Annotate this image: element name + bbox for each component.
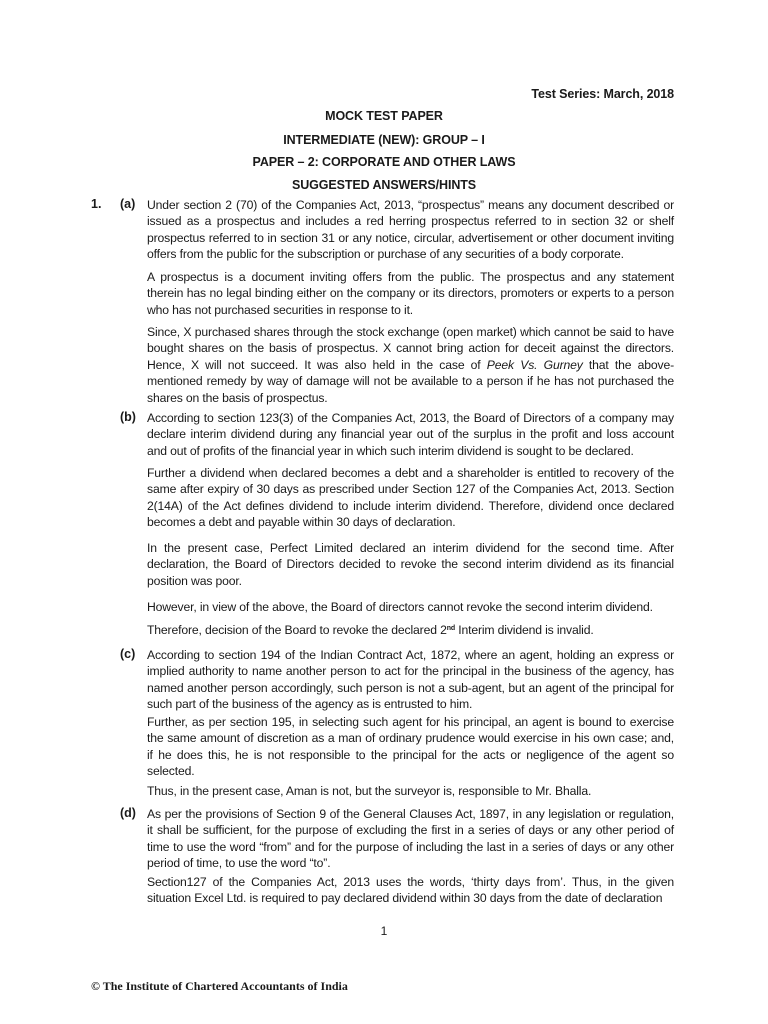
- paragraph-b-3: In the present case, Perfect Limited declared an interim dividend for the second time. After declaration, the Board of Directors decided to revoke the second interim dividend as its financial position was poor.: [147, 541, 674, 588]
- paper-subject: PAPER – 2: CORPORATE AND OTHER LAWS: [252, 155, 516, 169]
- paragraph-b-5: [147, 622, 674, 638]
- paragraph-d-2: Section127 of the Companies Act, 2013 uses the words, ‘thirty days from’. Thus, in the given situation Excel Ltd. is required to pay declared dividend within 30 days from the date of declaration: [147, 875, 674, 906]
- paper-level: INTERMEDIATE (NEW): GROUP – I: [283, 133, 485, 147]
- part-label-d: (d): [120, 806, 136, 820]
- paragraph-c-2: Further, as per section 195, in selecting such agent for his principal, an agent is bound to exercise the same amount of discretion as a man of ordinary prudence would exercise in his own case; and, if he does this, he is not responsible to the principal for the acts or negligence of the agent so selected.: [147, 715, 674, 779]
- paper-title: MOCK TEST PAPER: [325, 109, 443, 123]
- paragraph-a-3: [147, 324, 674, 406]
- part-label-c: (c): [120, 647, 136, 661]
- paragraph-b-2: Further a dividend when declared becomes a debt and a shareholder is entitled to recovery of the same after expiry of 30 days as prescribed under Section 127 of the Companies Act, 2013. Section 2(14A) of the Act defines dividend to include interim dividend. Therefore, dividend once declared becomes a debt and payable within 30 days of declaration.: [147, 466, 674, 530]
- paragraph-d-1: As per the provisions of Section 9 of the General Clauses Act, 1897, in any legislation or regulation, it shall be sufficient, for the purpose of excluding the first in a series of days or any other period of time to use the word “from” and for the purpose of including the last in a series of days or any other period of time, to use the word “to”.: [147, 807, 674, 871]
- paragraph-c-3: Thus, in the present case, Aman is not, but the surveyor is, responsible to Mr. Bhalla.: [147, 784, 592, 798]
- test-series-label: Test Series: March, 2018: [531, 87, 674, 101]
- paragraph-b-4: However, in view of the above, the Board of directors cannot revoke the second interim dividend.: [147, 600, 653, 614]
- paragraph-b-5-text: Therefore, decision of the Board to revoke the declared 2: [147, 623, 447, 637]
- paragraph-b-1: According to section 123(3) of the Companies Act, 2013, the Board of Directors of a company may declare interim dividend during any financial year out of the surplus in the profit and loss account and out of profits of the financial year in which such interim dividend is sought to be declared.: [147, 411, 674, 458]
- paragraph-a-3-text-end: that the above-mentioned remedy by way of damage will not be available to a person if he has not purchased the shares on the basis of prospectus.: [147, 357, 674, 405]
- part-label-a: (a): [120, 197, 136, 211]
- paragraph-c-1: According to section 194 of the Indian Contract Act, 1872, where an agent, holding an express or implied authority to name another person to act for the principal in the business of the agency, has named another person accordingly, such person is not a sub-agent, but an agent of the principal for such part of the business of the agency as is entrusted to him.: [147, 648, 674, 712]
- page-number: 1: [380, 924, 388, 938]
- paragraph-b-5-text-end: Interim dividend is invalid.: [454, 623, 594, 637]
- ordinal-suffix: nd: [446, 625, 455, 632]
- case-name: Peek Vs. Gurney: [486, 357, 583, 372]
- question-number: 1.: [91, 197, 102, 211]
- paragraph-a-2: A prospectus is a document inviting offers from the public. The prospectus and any statement therein has no legal binding either on the company or its directors, promoters or experts to a person who has not purchased securities in response to it.: [147, 270, 674, 317]
- paragraph-a-1: Under section 2 (70) of the Companies Act, 2013, “prospectus” means any document described or issued as a prospectus and includes a red herring prospectus referred to in section 32 or shelf prospectus referred to in section 31 or any notice, circular, advertisement or other document inviting offers from the public for the subscription or purchase of any securities of a body corporate.: [147, 198, 674, 262]
- paper-subtitle: SUGGESTED ANSWERS/HINTS: [291, 178, 477, 192]
- part-label-b: (b): [120, 410, 136, 424]
- paragraph-a-3-text: Since, X purchased shares through the stock exchange (open market) which cannot be said to have bought shares on the basis of prospectus. X cannot bring action for deceit against the directors. Hence, X will not succeed. It was also held in the case of: [147, 325, 674, 372]
- copyright-footer: © The Institute of Chartered Accountants of India: [91, 979, 348, 993]
